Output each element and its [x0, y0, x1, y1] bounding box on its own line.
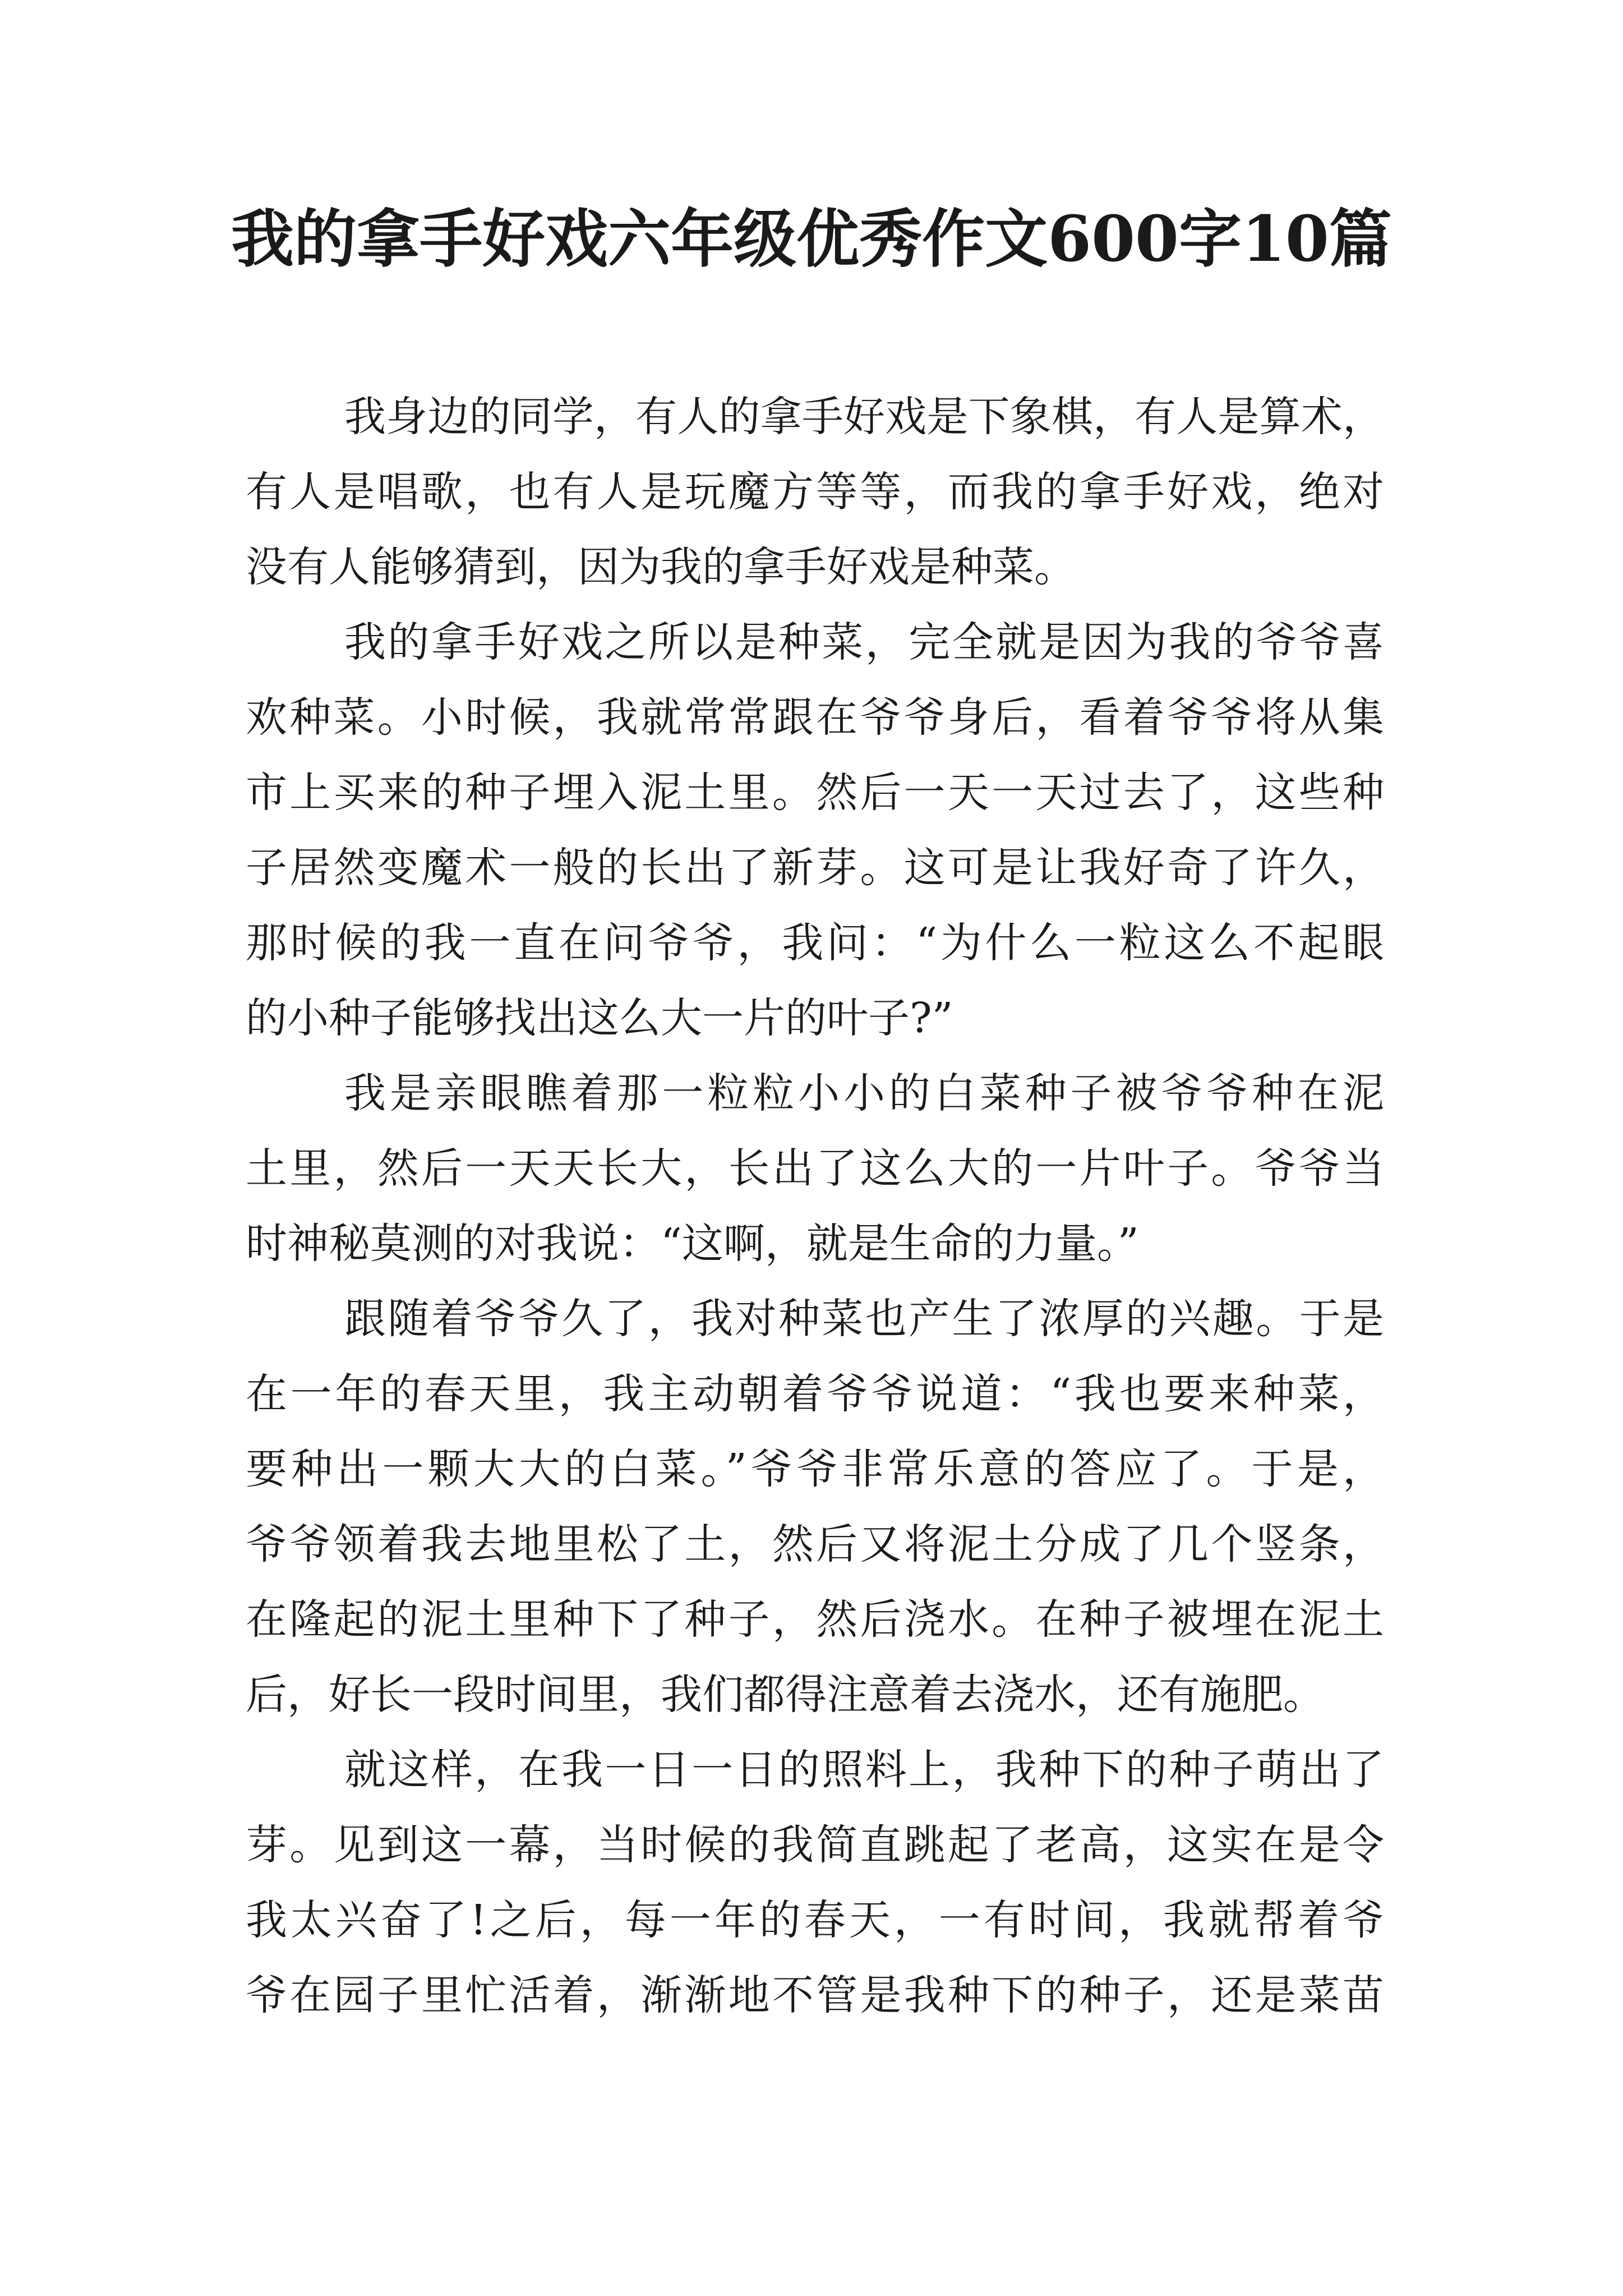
- text-line: 要种出一颗大大的白菜。”爷爷非常乐意的答应了。于是，: [246, 1445, 1384, 1493]
- text-line: 芽。见到这一幕，当时候的我简直跳起了老高，这实在是令: [246, 1821, 1384, 1869]
- text-line: 那时候的我一直在问爷爷，我问：“为什么一粒这么不起眼: [246, 919, 1384, 967]
- document-title: 我的拿手好戏六年级优秀作文600字10篇: [231, 203, 1392, 276]
- text-line: 子居然变魔术一般的长出了新芽。这可是让我好奇了许久，: [246, 844, 1384, 892]
- text-line: 市上买来的种子埋入泥土里。然后一天一天过去了，这些种: [246, 769, 1384, 817]
- text-line: 我的拿手好戏之所以是种菜，完全就是因为我的爷爷喜: [344, 618, 1384, 666]
- text-line: 有人是唱歌，也有人是玩魔方等等，而我的拿手好戏，绝对: [246, 468, 1384, 516]
- text-line: 跟随着爷爷久了，我对种菜也产生了浓厚的兴趣。于是: [344, 1295, 1384, 1343]
- text-line: 我是亲眼瞧着那一粒粒小小的白菜种子被爷爷种在泥: [344, 1069, 1384, 1117]
- text-line: 土里，然后一天天长大，长出了这么大的一片叶子。爷爷当: [246, 1144, 1384, 1193]
- text-line: 没有人能够猜到，因为我的拿手好戏是种菜。: [246, 543, 1076, 591]
- text-line: 的小种子能够找出这么大一片的叶子?”: [246, 994, 953, 1042]
- text-line: 时神秘莫测的对我说：“这啊，就是生命的力量。”: [246, 1220, 1139, 1268]
- text-line: 爷在园子里忙活着，渐渐地不管是我种下的种子，还是菜苗: [246, 1971, 1384, 2019]
- text-line: 在一年的春天里，我主动朝着爷爷说道：“我也要来种菜，: [246, 1370, 1384, 1418]
- text-line: 就这样，在我一日一日的照料上，我种下的种子萌出了: [344, 1746, 1384, 1794]
- text-line: 爷爷领着我去地里松了土，然后又将泥土分成了几个竖条，: [246, 1520, 1384, 1568]
- text-line: 我太兴奋了!之后，每一年的春天，一有时间，我就帮着爷: [246, 1896, 1384, 1944]
- text-line: 我身边的同学，有人的拿手好戏是下象棋，有人是算术，: [344, 393, 1384, 441]
- essay-body: [246, 379, 1384, 2033]
- text-line: 后，好长一段时间里，我们都得注意着去浇水，还有施肥。: [246, 1671, 1325, 1719]
- text-line: 在隆起的泥土里种下了种子，然后浇水。在种子被埋在泥土: [246, 1595, 1384, 1644]
- text-line: 欢种菜。小时候，我就常常跟在爷爷身后，看着爷爷将从集: [246, 693, 1384, 742]
